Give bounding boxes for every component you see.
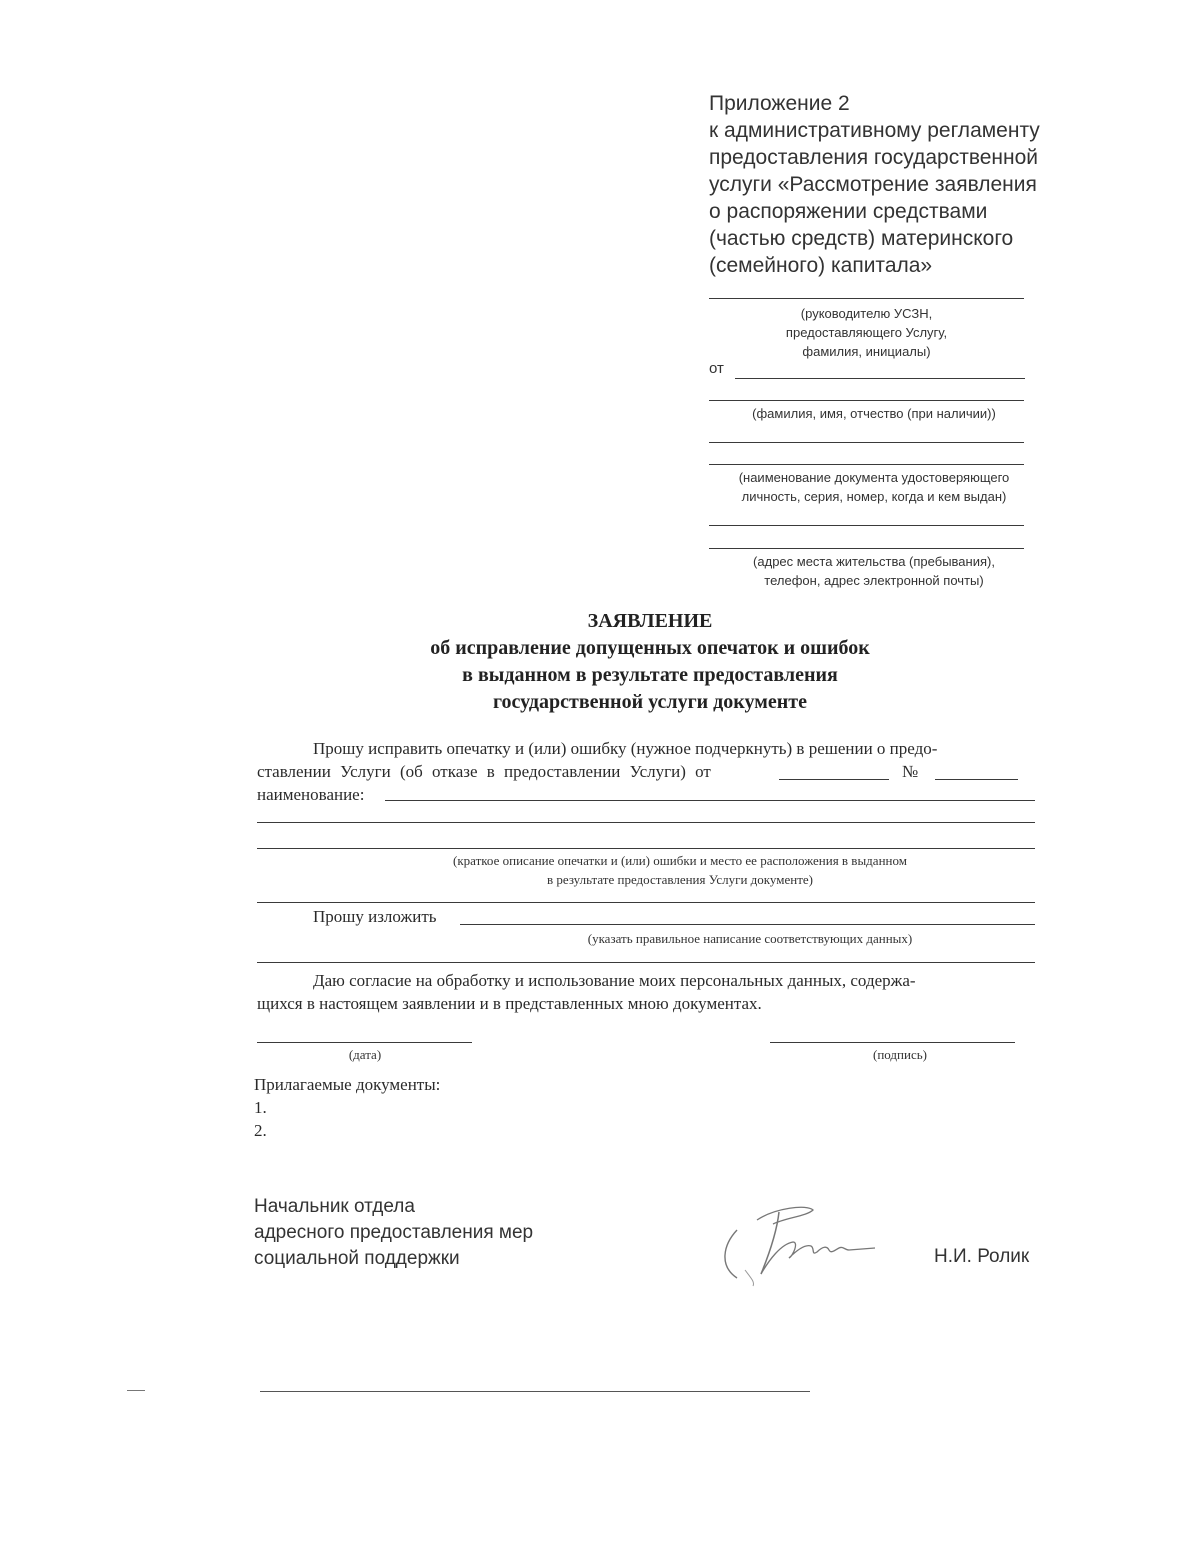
title-sub-line: в выданном в результате предоставления (462, 664, 838, 686)
description-caption (300, 851, 1060, 889)
attachments-label: Прилагаемые документы: (254, 1075, 441, 1094)
decision-date-field[interactable] (779, 779, 889, 780)
date-field[interactable] (257, 1042, 472, 1043)
description-line-2[interactable] (257, 848, 1035, 849)
title-main: ЗАЯВЛЕНИЕ (587, 610, 713, 632)
appendix-line: услуги «Рассмотрение заявления (709, 173, 1037, 196)
consent-line-1: Даю согласие на обработку и использование моих персональных данных, содержа- (313, 971, 916, 990)
caption-line: личность, серия, номер, когда и кем выдан) (741, 489, 1007, 504)
appendix-block (709, 90, 1069, 279)
caption-line: предоставляющего Услугу, (785, 325, 948, 340)
name-line[interactable] (709, 400, 1024, 401)
name-field[interactable] (385, 800, 1035, 801)
name-label: наименование: (257, 785, 365, 804)
appendix-line: (частью средств) материнского (709, 227, 1014, 250)
title-sub-line: государственной услуги документе (492, 691, 808, 713)
signature-caption: (подпись) (873, 1047, 927, 1062)
official-title-line: Начальник отдела (254, 1196, 415, 1217)
appendix-line: (семейного) капитала» (709, 254, 933, 277)
bottom-rule (260, 1391, 810, 1392)
doc-line-1[interactable] (709, 442, 1024, 443)
caption-line: (наименование документа удостоверяющего (738, 470, 1010, 485)
attachment-item: 2. (254, 1121, 267, 1140)
request-line-1: Прошу исправить опечатку и (или) ошибку (нужное подчеркнуть) в решении о предо- (313, 739, 938, 758)
head-line[interactable] (709, 298, 1024, 299)
state-field[interactable] (460, 924, 1035, 925)
caption-line: (краткое описание опечатки и (или) ошибки и место ее расположения в выданном (453, 853, 907, 868)
state-caption: (указать правильное написание соответствующих данных) (587, 931, 913, 946)
state-line-2[interactable] (257, 962, 1035, 963)
caption-line: фамилия, инициалы) (802, 344, 931, 359)
address-line-1[interactable] (709, 525, 1024, 526)
document-title (300, 608, 1000, 716)
appendix-line: Приложение 2 (709, 92, 850, 115)
attachment-item: 1. (254, 1098, 267, 1117)
number-sign: № (902, 762, 919, 781)
appendix-line: предоставления государственной (709, 146, 1039, 169)
address-line-2[interactable] (709, 548, 1024, 549)
from-label: от (709, 360, 724, 377)
head-caption (709, 304, 1024, 361)
doc-caption (709, 468, 1039, 506)
caption-line: (адрес места жительства (пребывания), (753, 554, 995, 569)
handwritten-signature (715, 1200, 885, 1290)
official-title (254, 1194, 533, 1272)
caption-line: в результате предоставления Услуги документе) (547, 872, 813, 887)
description-line-3[interactable] (257, 902, 1035, 903)
caption-line: телефон, адрес электронной почты) (764, 573, 984, 588)
address-caption (709, 552, 1039, 590)
signature-field[interactable] (770, 1042, 1015, 1043)
date-caption: (дата) (348, 1047, 382, 1062)
caption-line: (руководителю УСЗН, (800, 306, 933, 321)
official-title-line: адресного предоставления мер (254, 1222, 534, 1243)
bottom-mark (127, 1390, 145, 1391)
appendix-line: о распоряжении средствами (709, 200, 988, 223)
state-label: Прошу изложить (313, 907, 437, 926)
consent-line-2: щихся в настоящем заявлении и в представленных мною документах. (257, 994, 762, 1013)
official-name: Н.И. Ролик (934, 1246, 1030, 1267)
title-sub-line: об исправление допущенных опечаток и ошибок (430, 637, 870, 659)
name-caption: (фамилия, имя, отчество (при наличии)) (752, 406, 996, 421)
decision-number-field[interactable] (935, 779, 1018, 780)
official-title-line: социальной поддержки (254, 1248, 460, 1269)
doc-line-2[interactable] (709, 464, 1024, 465)
request-line-2: ставлении Услуги (об отказе в предоставлении Услуги) от (257, 762, 711, 781)
from-line[interactable] (735, 378, 1025, 379)
description-line-1[interactable] (257, 822, 1035, 823)
appendix-line: к административному регламенту (709, 119, 1040, 142)
